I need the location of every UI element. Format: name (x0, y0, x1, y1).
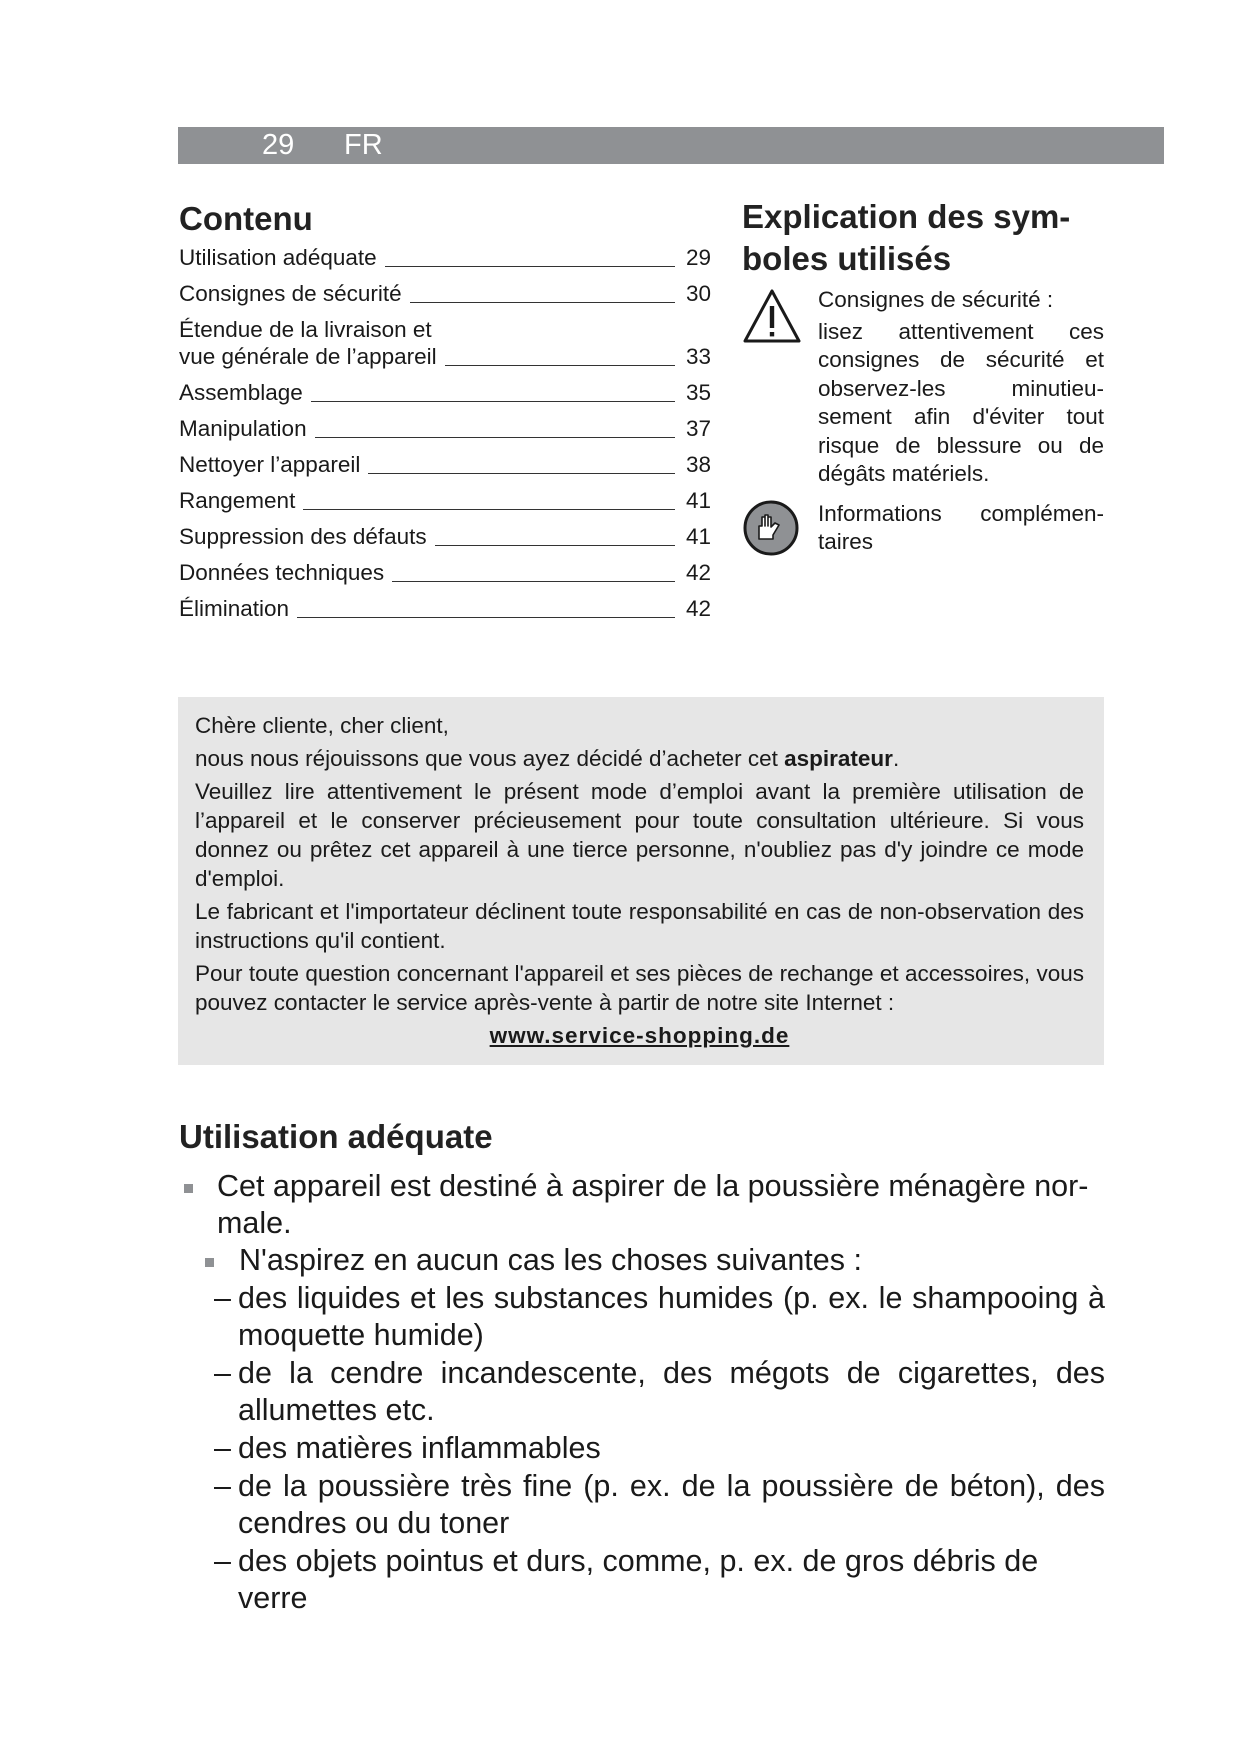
toc-item[interactable]: Données techniques 42 (179, 560, 711, 585)
dash-list-item: – des liquides et les substances humides (p. ex. le shampooing à moquette humide) (214, 1281, 1105, 1352)
service-website-link[interactable]: www.service-shopping.de (489, 1023, 790, 1048)
toc-leader-line (368, 472, 675, 474)
dash-list-item: – des matières inflammables (214, 1431, 601, 1465)
toc-title: Contenu (179, 200, 313, 237)
toc-item[interactable]: Étendue de la livraison et vue générale de l’appareil 33 (179, 317, 711, 369)
toc-item[interactable]: Rangement 41 (179, 488, 711, 513)
hand-pointing-icon (742, 499, 800, 565)
toc-leader-line (392, 580, 675, 582)
toc-leader-line (385, 265, 675, 267)
notice-intro: nous nous réjouissons que vous ayez décidé d’acheter cet aspirateur. (195, 746, 900, 771)
customer-notice-box (178, 697, 1104, 1065)
toc-leader-line (297, 616, 675, 618)
dash-list-item: – des objets pointus et durs, comme, p. ex. de gros débris de verre (214, 1544, 1039, 1615)
toc-leader-line (303, 508, 675, 510)
safety-symbol-entry: Consignes de sécurité : lisez attentivement ces consignes de sécurité et observez-les minutieu-sement afin d'éviter tout risque de blessure ou de dégâts matériels. (742, 286, 1104, 489)
page-number: 29 (262, 129, 295, 161)
bullet-item: Cet appareil est destiné à aspirer de la poussière ménagère nor-male. (179, 1168, 1105, 1242)
language-code: FR (344, 129, 383, 161)
intended-use-section (179, 1116, 1105, 1617)
greeting: Chère cliente, cher client, (195, 713, 449, 738)
bullet-square-icon (184, 1184, 193, 1193)
toc-item[interactable]: Élimination 42 (179, 596, 711, 621)
toc-item[interactable]: Consignes de sécurité 30 (179, 281, 711, 306)
notice-paragraph: Veuillez lire attentivement le présent mode d’emploi avant la première utilisation de l’appareil et le conserver précieusement pour toute consultation ultérieure. Si vous donnez ou prêtez cet appareil à une tierce personne, n'oubliez pas d'y joindre ce mode d'emploi. (195, 779, 1084, 891)
info-symbol-entry: Informations complémen-taires (742, 497, 1104, 557)
toc-item[interactable]: Manipulation 37 (179, 416, 711, 441)
dash-list-item: – de la cendre incandescente, des mégots de cigarettes, des allumettes etc. (214, 1356, 1105, 1427)
bullet-item: N'aspirez en aucun cas les choses suivantes : (179, 1242, 1105, 1279)
toc-leader-line (435, 544, 675, 546)
toc-leader-line (311, 400, 675, 402)
toc-item[interactable]: Suppression des défauts 41 (179, 524, 711, 549)
warning-triangle-icon (742, 288, 802, 352)
toc-item[interactable]: Assemblage 35 (179, 380, 711, 405)
page-header-bar (178, 127, 1164, 164)
toc-leader-line (410, 301, 675, 303)
section-title: Utilisation adéquate (179, 1118, 493, 1155)
table-of-contents (179, 198, 711, 631)
symbols-title: Explication des sym- boles utilisés (742, 198, 1071, 277)
bullet-square-icon (205, 1258, 214, 1267)
notice-paragraph: Le fabricant et l'importateur déclinent toute responsabilité en cas de non-observation des instructions qu'il contient. (195, 899, 1084, 953)
toc-leader-line (445, 364, 675, 366)
symbols-explanation (742, 196, 1104, 557)
dash-list-item: – de la poussière très fine (p. ex. de la poussière de béton), des cendres ou du toner (214, 1469, 1105, 1540)
notice-paragraph: Pour toute question concernant l'appareil et ses pièces de rechange et accessoires, vous pouvez contacter le service après-vente à partir de notre site Internet : (195, 961, 1084, 1015)
toc-item[interactable]: Utilisation adéquate 29 (179, 245, 711, 270)
toc-item[interactable]: Nettoyer l’appareil 38 (179, 452, 711, 477)
toc-leader-line (315, 436, 675, 438)
